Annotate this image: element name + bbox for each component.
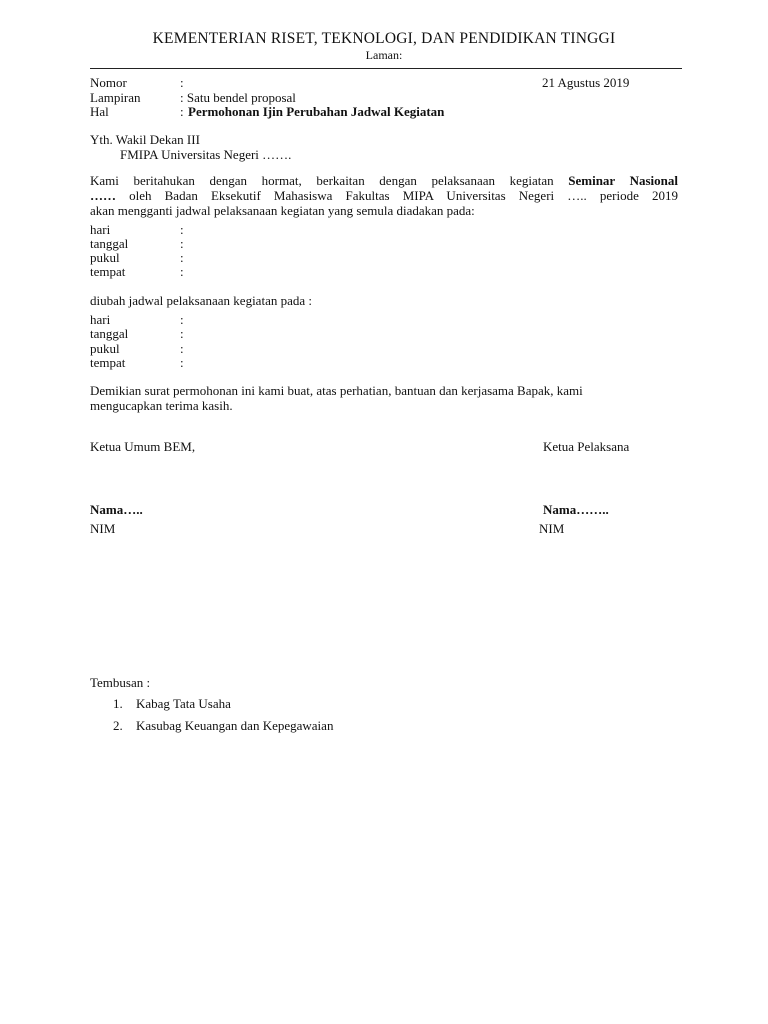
new-pukul-label: pukul — [90, 341, 120, 356]
old-pukul-label: pukul — [90, 250, 120, 265]
old-tempat-label: tempat — [90, 264, 126, 279]
intro-paragraph — [90, 173, 678, 218]
left-signatory-nim: NIM — [90, 521, 116, 536]
left-signatory-title: Ketua Umum BEM, — [90, 439, 196, 454]
right-signatory-title: Ketua Pelaksana — [543, 439, 630, 454]
tembusan-item-2-text: Kasubag Keuangan dan Kepegawaian — [136, 718, 334, 733]
old-pukul-colon: : — [180, 250, 184, 265]
intro-text-1: Kami beritahukan dengan hormat, berkaitan dengan pelaksanaan kegiatan — [90, 173, 569, 188]
old-hari-colon: : — [180, 222, 184, 237]
letter-date: 21 Agustus 2019 — [542, 75, 630, 90]
old-hari-label: hari — [90, 222, 111, 237]
old-tanggal-colon: : — [180, 236, 184, 251]
right-signatory-nim: NIM — [539, 521, 565, 536]
new-tempat-colon: : — [180, 355, 184, 370]
tembusan-item-1-text: Kabag Tata Usaha — [136, 696, 231, 711]
hal-value: Permohonan Ijin Perubahan Jadwal Kegiatan — [188, 104, 445, 119]
new-hari-label: hari — [90, 312, 111, 327]
tembusan-item-1-number: 1. — [113, 696, 123, 711]
new-tanggal-colon: : — [180, 326, 184, 341]
new-tanggal-label: tanggal — [90, 326, 129, 341]
lampiran-label: Lampiran — [90, 90, 141, 105]
nomor-label: Nomor — [90, 75, 127, 90]
new-pukul-colon: : — [180, 341, 184, 356]
tembusan-label: Tembusan : — [90, 675, 151, 690]
left-signatory-name: Nama….. — [90, 502, 143, 517]
intro-text-2: oleh Badan Eksekutif Mahasiswa Fakultas MIPA Universitas Negeri ….. periode 2019 — [116, 188, 678, 203]
new-hari-colon: : — [180, 312, 184, 327]
tembusan-item-2-number: 2. — [113, 718, 123, 733]
nomor-value: : — [180, 75, 184, 90]
website-label: Laman: — [365, 48, 403, 62]
event-placeholder: …… — [90, 188, 116, 203]
lampiran-value: : Satu bendel proposal — [180, 90, 296, 105]
closing-paragraph — [90, 383, 678, 413]
ministry-title: KEMENTERIAN RISET, TEKNOLOGI, DAN PENDIDIKAN TINGGI — [152, 30, 616, 47]
intro-line-3: akan mengganti jadwal pelaksanaan kegiatan yang semula diadakan pada: — [90, 203, 475, 218]
old-tempat-colon: : — [180, 264, 184, 279]
hal-colon: : — [180, 104, 184, 119]
intro-line-2 — [90, 188, 678, 203]
closing-line-2: mengucapkan terima kasih. — [90, 398, 233, 413]
intro-line-1 — [90, 173, 678, 188]
old-tanggal-label: tanggal — [90, 236, 129, 251]
hal-label: Hal — [90, 104, 109, 119]
closing-line-1: Demikian surat permohonan ini kami buat, atas perhatian, bantuan dan kerjasama Bapak, kami — [90, 383, 583, 398]
new-tempat-label: tempat — [90, 355, 126, 370]
header-rule — [90, 68, 682, 69]
right-signatory-name: Nama…….. — [543, 502, 609, 517]
changed-intro: diubah jadwal pelaksanaan kegiatan pada : — [90, 293, 312, 308]
recipient-line-2: FMIPA Universitas Negeri ……. — [120, 147, 292, 162]
event-name: Seminar Nasional — [568, 173, 678, 188]
recipient-line-1: Yth. Wakil Dekan III — [90, 132, 200, 147]
